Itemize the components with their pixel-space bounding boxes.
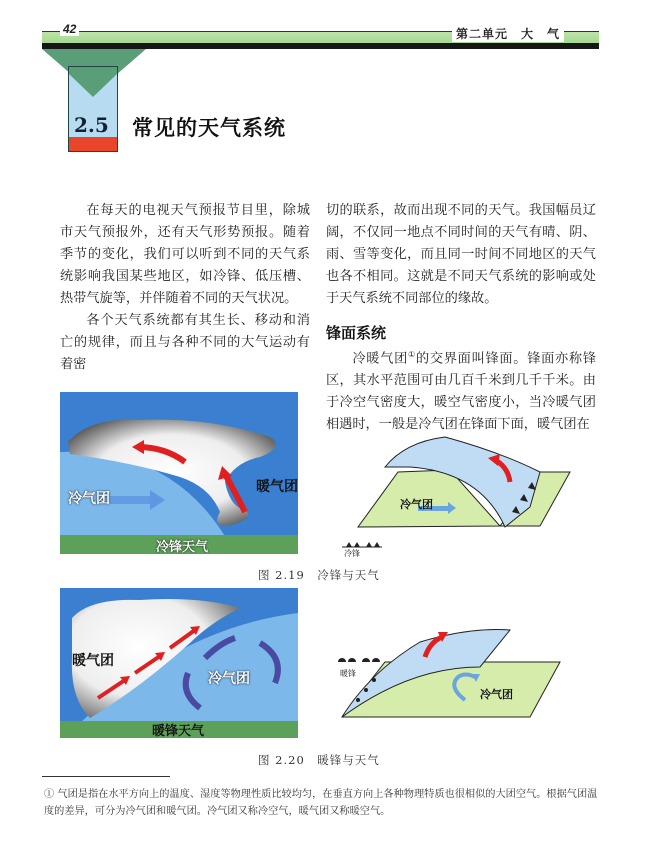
- figure-2-19-caption: 图 2.19 冷锋与天气: [258, 568, 380, 582]
- banner-label: 冷锋天气: [156, 540, 209, 554]
- cold-air-label: 冷气团: [208, 671, 250, 687]
- banner-label: 暖锋天气: [152, 724, 205, 738]
- figure-2-20-caption: 图 2.20 暖锋与天气: [258, 753, 380, 767]
- footnote-rule: [42, 776, 170, 777]
- section-title: 常见的天气系统: [132, 115, 286, 140]
- paragraph: 切的联系，故而出现不同的天气。我国幅员辽阔，不仅同一地点不同时间的天气有晴、阴、雨、雪等变化，而且同一时间不同地区的天气也各不相同。这就是不同天气系统的影响或处于天气系统不同部位的缘故。: [326, 203, 596, 306]
- subheading-front-systems: 锋面系统: [326, 325, 387, 342]
- cold-front-diagram: [330, 432, 600, 562]
- text: 冷暖气团: [352, 351, 409, 367]
- section-red-bar: [69, 137, 117, 151]
- warm-front-diagram: [330, 612, 590, 732]
- warm-front-diagram-art: [330, 612, 590, 732]
- front-paragraph: [326, 344, 596, 436]
- cold-front-diagram-art: [330, 432, 600, 562]
- section-number-box: [68, 66, 118, 152]
- section-triangle-inner: [68, 66, 118, 97]
- footnote-ref[interactable]: ①: [408, 350, 416, 359]
- warm-air-label: 暖气团: [256, 479, 298, 495]
- section-number: 2.5: [74, 113, 109, 137]
- diagram-cold-air-label: 冷气团: [400, 498, 433, 511]
- footnote: ① 气团是指在水平方向上的温度、湿度等物理性质比较均匀，在垂直方向上各种物理特质也很相似的大团空气。根据气团温度的差异，可分为冷气团和暖气团。冷气团又称冷空气，暖气团又称暖空气。: [44, 789, 598, 817]
- paragraph: 各个天气系统都有其生长、移动和消亡的规律，而且与各种不同的大气运动有着密: [60, 313, 310, 372]
- column-1-text: [60, 200, 310, 376]
- warm-front-legend-label: 暖锋: [340, 669, 356, 678]
- cold-front-illustration: [60, 392, 298, 554]
- column-2-text: [326, 200, 596, 310]
- paragraph: [326, 344, 596, 436]
- cold-front-legend-label: 冷锋: [344, 549, 360, 558]
- warm-front-illustration: [60, 588, 298, 738]
- diagram-cold-air-label: 冷气团: [480, 688, 513, 701]
- page-number: 42: [60, 22, 79, 36]
- text: 的交界面叫锋面。锋面亦称锋区，其水平范围可由几百千米到几千千米。由于冷空气密度大，暖空气密度小，当冷暖气团相遇时，一般是冷气团在锋面下面，暖气团在: [326, 351, 597, 433]
- warm-air-label: 暖气团: [72, 653, 114, 669]
- paragraph: 在每天的电视天气预报节目里，除城市天气预报外，还有天气形势预报。随着季节的变化，我们可以听到不同的天气系统影响我国某些地区，如冷锋、低压槽、热带气旋等，并伴随着不同的天气状况。: [60, 203, 310, 306]
- unit-title: 第二单元 大 气: [452, 25, 564, 42]
- cold-air-label: 冷气团: [68, 491, 110, 507]
- cold-front-art: [60, 392, 298, 554]
